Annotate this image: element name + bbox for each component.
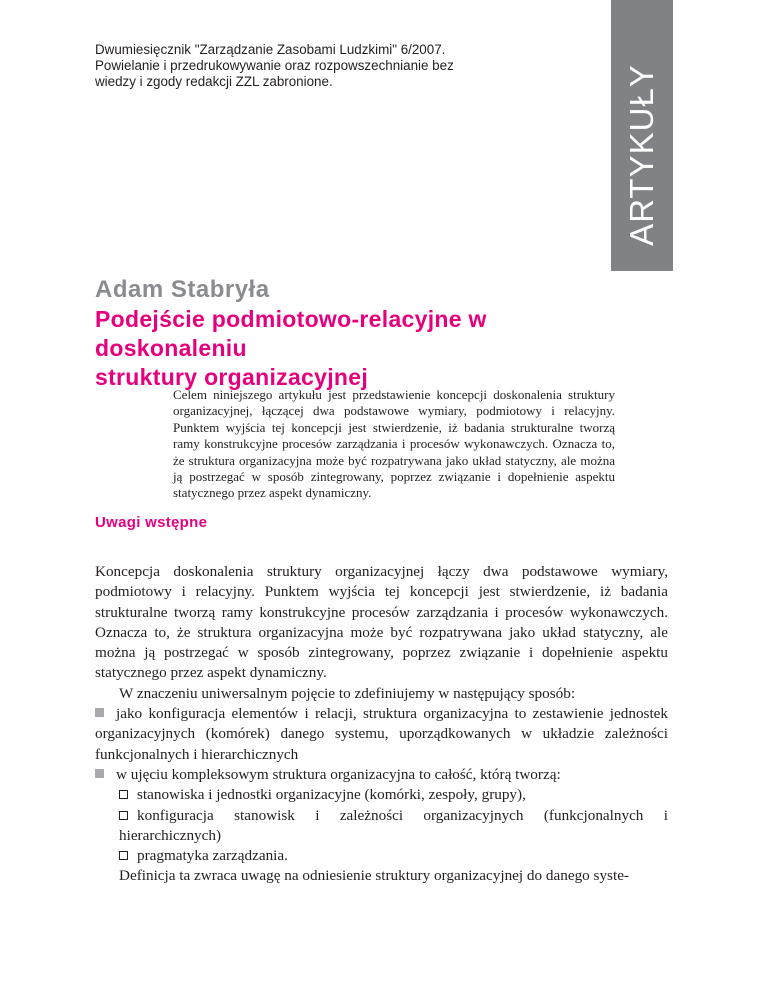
header-note-line: wiedzy i zgody redakcji ZZL zabronione. [95, 74, 333, 89]
bullet-text: w ujęciu kompleksowym struktura organizacyjna to całość, którą tworzą: [116, 765, 561, 783]
sub-item [95, 846, 668, 866]
hollow-square-bullet-icon [119, 811, 128, 820]
article-abstract: Celem niniejszego artykułu jest przedstawienie koncepcji doskonalenia struktury organizacyjnej, łączącej dwa podstawowe wymiary, podmiotowy i relacyjny. Punktem wyjścia tej koncepcji jest stwierdzenie, iż badania strukturalne tworzą ramy konstrukcyjne procesów zarządzania i procesów wykonawczych. Oznacza to, że struktura organizacyjna może być rozpatrywana jako układ statyczny, ale można ją postrzegać w sposób zintegrowany, poprzez związanie i dopełnienie aspektu statycznego przez aspekt dynamiczny. [173, 387, 615, 501]
square-bullet-icon [95, 708, 104, 717]
header-note-line: Dwumiesięcznik "Zarządzanie Zasobami Ludzkimi" 6/2007. [95, 42, 446, 57]
article-author: Adam Stabryła [95, 276, 270, 303]
title-line: struktury organizacyjnej [95, 364, 369, 390]
body-paragraph: Koncepcja doskonalenia struktury organizacyjnej łączy dwa podstawowe wymiary, podmiotowy i relacyjny. Punktem wyjścia tej koncepcji jest stwierdzenie, iż badania strukturalne tworzą ramy konstrukcyjne procesów zarządzania i procesów wykonawczych. Oznacza to, że struktura organizacyjna może być rozpatrywana jako układ statyczny, ale można ją postrzegać w sposób zintegrowany, poprzez związanie i dopełnienie aspektu statycznego przez aspekt dynamiczny. [95, 563, 668, 682]
section-side-tab [611, 0, 673, 271]
bullet-item [95, 765, 668, 785]
sub-item-text: pragmatyka zarządzania. [137, 847, 288, 865]
sub-item-text: stanowiska i jednostki organizacyjne (komórki, zespoły, grupy), [137, 786, 526, 804]
hollow-square-bullet-icon [119, 790, 128, 799]
body-paragraph: Definicja ta zwraca uwagę na odniesienie struktury organizacyjnej do danego syste- [119, 867, 629, 885]
bullet-text: jako konfiguracja elementów i relacji, struktura organizacyjna to zestawienie jednostek organizacyjnych (komórek) danego systemu, uporządkowanych w układzie zależności funkcjonalnych i hierarchicznych [95, 705, 668, 763]
sub-item [95, 806, 668, 847]
side-tab-label: ARTYKUŁY [623, 63, 660, 246]
body-paragraph: W znaczeniu uniwersalnym pojęcie to zdefiniujemy w następujący sposób: [119, 684, 576, 702]
sub-item [95, 785, 668, 805]
header-note-line: Powielanie i przedrukowywanie oraz rozpowszechnianie bez [95, 58, 454, 73]
article-title [95, 305, 615, 392]
bullet-item [95, 704, 668, 765]
hollow-square-bullet-icon [119, 851, 128, 860]
journal-header-note [95, 42, 565, 90]
section-heading: Uwagi wstępne [95, 514, 208, 531]
article-body [95, 562, 668, 887]
square-bullet-icon [95, 769, 104, 778]
title-line: Podejście podmiotowo-relacyjne w doskonaleniu [95, 306, 487, 361]
sub-item-text: konfiguracja stanowisk i zależności organizacyjnych (funkcjonalnych i hierarchicznych) [119, 806, 668, 844]
